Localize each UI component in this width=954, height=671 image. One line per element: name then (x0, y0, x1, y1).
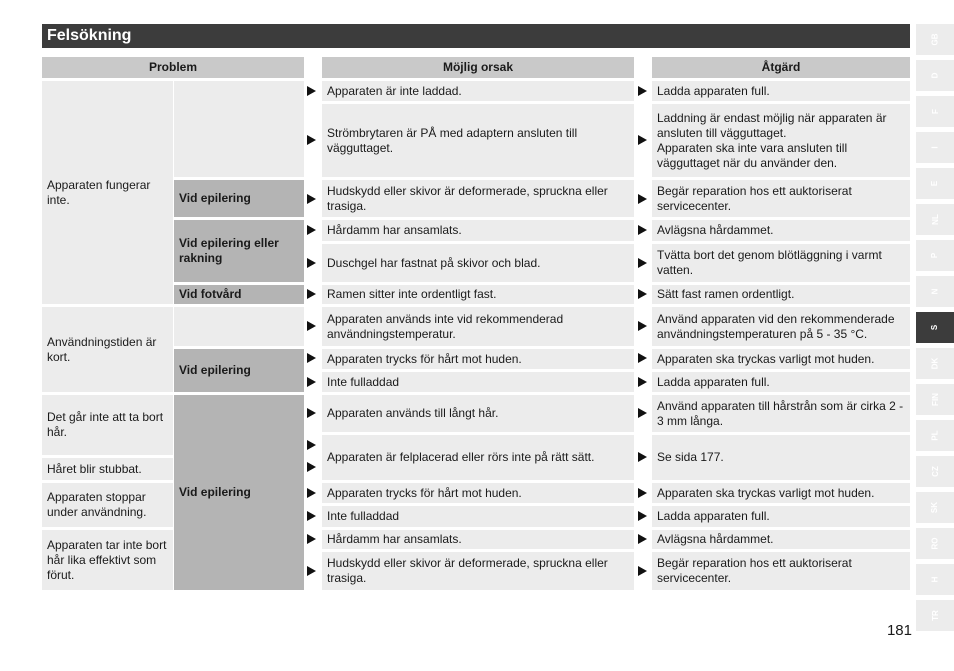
tab-language-ro[interactable] (916, 528, 954, 559)
problem-cell (42, 530, 173, 590)
tab-label: F (930, 109, 940, 114)
problem-cell (42, 458, 173, 480)
action-text: Begär reparation hos ett auktoriserat servicecenter. (657, 183, 852, 213)
cause-cell (322, 220, 634, 241)
cause-text: Apparaten används inte vid rekommenderad användningstemperatur. (327, 311, 564, 341)
cause-cell (322, 372, 634, 392)
arrow-right-icon (307, 258, 316, 268)
tab-label: P (930, 252, 940, 259)
tab-label: FIN (930, 393, 940, 406)
tab-language-fin[interactable] (916, 384, 954, 415)
action-cell (652, 435, 910, 480)
arrow-right-icon (307, 289, 316, 299)
mode-cell (174, 395, 304, 590)
action-text: Se sida 177. (657, 450, 724, 464)
tab-language-tr[interactable] (916, 600, 954, 631)
problem-text: Det går inte att ta bort hår. (47, 410, 164, 439)
mode-text: Vid epilering (179, 485, 251, 499)
action-cell (652, 307, 910, 346)
action-cell (652, 81, 910, 101)
arrow-right-icon (307, 462, 316, 472)
tab-language-f[interactable] (916, 96, 954, 127)
tab-label: E (930, 180, 940, 187)
cause-text: Ramen sitter inte ordentligt fast. (327, 287, 497, 301)
tab-language-pl[interactable] (916, 420, 954, 451)
action-text: Avlägsna hårdammet. (657, 532, 774, 546)
arrow-right-icon (307, 488, 316, 498)
tab-label: S (930, 324, 940, 331)
problem-text: Användningstiden är kort. (47, 334, 157, 364)
action-cell (652, 483, 910, 503)
page-number: 181 (886, 622, 912, 639)
tab-label: TR (930, 610, 940, 621)
tab-language-sk[interactable] (916, 492, 954, 523)
cause-cell (322, 81, 634, 101)
mode-cell (174, 180, 304, 217)
cause-cell (322, 104, 634, 177)
mode-text: Vid fotvård (179, 287, 242, 301)
tab-language-dk[interactable] (916, 348, 954, 379)
tab-language-d[interactable] (916, 60, 954, 91)
cause-text: Apparaten trycks för hårt mot huden. (327, 485, 522, 500)
problem-text: Håret blir stubbat. (47, 461, 142, 476)
action-cell (652, 372, 910, 392)
header-action: Åtgärd (652, 57, 910, 78)
arrow-right-icon (307, 440, 316, 450)
arrow-right-icon (638, 194, 647, 204)
tab-language-i[interactable] (916, 132, 954, 163)
problem-cell (42, 81, 173, 304)
mode-text: Vid epilering (179, 363, 251, 377)
arrow-right-icon (307, 135, 316, 145)
cause-cell (322, 435, 634, 480)
action-cell (652, 180, 910, 217)
problem-cell (42, 307, 173, 392)
tab-label: H (930, 576, 940, 583)
cause-text: Hudskydd eller skivor är deformerade, spruckna eller trasiga. (327, 556, 608, 585)
mode-cell (174, 349, 304, 392)
tab-label: DK (930, 357, 940, 370)
tab-language-s[interactable] (916, 312, 954, 343)
tab-language-cz[interactable] (916, 456, 954, 487)
action-cell (652, 220, 910, 241)
action-text: Laddning är endast möjlig när apparaten är ansluten till vägguttaget. Apparaten ska inte vara ansluten till vägguttaget när du använder den. (657, 110, 887, 170)
action-text: Tvätta bort det genom blötläggning i varmt vatten. (657, 248, 882, 277)
cause-cell (322, 483, 634, 503)
cause-cell (322, 530, 634, 549)
cause-cell (322, 244, 634, 282)
arrow-right-icon (638, 225, 647, 235)
action-cell (652, 506, 910, 527)
action-cell (652, 285, 910, 304)
cause-text: Apparaten är felplacerad eller rörs inte på rätt sätt. (327, 450, 595, 464)
mode-text: Vid epilering eller rakning (179, 236, 279, 265)
arrow-right-icon (638, 135, 647, 145)
arrow-right-icon (638, 86, 647, 96)
action-cell (652, 552, 910, 590)
cause-cell (322, 285, 634, 304)
action-text: Begär reparation hos ett auktoriserat servicecenter. (657, 556, 852, 585)
problem-cell (42, 483, 173, 527)
cause-text: Apparaten används till långt hår. (327, 406, 499, 420)
tab-language-p[interactable] (916, 240, 954, 271)
arrow-right-icon (307, 225, 316, 235)
arrow-right-icon (307, 321, 316, 331)
action-text: Använd apparaten vid den rekommenderade användningstemperaturen på 5 - 35 °C. (657, 311, 895, 341)
arrow-right-icon (638, 511, 647, 521)
cause-text: Hårdamm har ansamlats. (327, 223, 462, 237)
cause-text: Duschgel har fastnat på skivor och blad. (327, 255, 541, 270)
problem-text: Apparaten stoppar under användning. (47, 490, 147, 519)
cause-text: Apparaten trycks för hårt mot huden. (327, 351, 522, 366)
arrow-right-icon (638, 408, 647, 418)
cause-text: Apparaten är inte laddad. (327, 83, 462, 98)
tab-language-n[interactable] (916, 276, 954, 307)
tab-language-e[interactable] (916, 168, 954, 199)
tab-label: RO (930, 537, 940, 550)
mode-text: Vid epilering (179, 191, 251, 205)
arrow-right-icon (307, 377, 316, 387)
action-cell (652, 349, 910, 369)
tab-label: GB (930, 33, 940, 46)
tab-label: N (930, 288, 940, 295)
arrow-right-icon (307, 566, 316, 576)
cause-text: Inte fulladdad (327, 509, 400, 523)
action-text: Sätt fast ramen ordentligt. (657, 287, 795, 301)
action-cell (652, 244, 910, 282)
mode-cell (174, 220, 304, 282)
tab-language-h[interactable] (916, 564, 954, 595)
cause-cell (322, 307, 634, 346)
tab-label: SK (930, 501, 940, 514)
cause-cell (322, 395, 634, 432)
arrow-right-icon (638, 353, 647, 363)
page-title: Felsökning (42, 24, 910, 48)
arrow-right-icon (307, 511, 316, 521)
cause-cell (322, 506, 634, 527)
problem-sub-blank (174, 307, 304, 346)
arrow-right-icon (638, 566, 647, 576)
action-text: Apparaten ska tryckas varligt mot huden. (657, 485, 875, 500)
tab-label: NL (930, 214, 940, 225)
arrow-right-icon (307, 408, 316, 418)
arrow-right-icon (307, 86, 316, 96)
action-text: Apparaten ska tryckas varligt mot huden. (657, 351, 875, 366)
cause-text: Hudskydd eller skivor är deformerade, spruckna eller trasiga. (327, 183, 608, 213)
action-cell (652, 104, 910, 177)
arrow-right-icon (638, 321, 647, 331)
action-cell (652, 530, 910, 549)
header-problem: Problem (42, 57, 304, 78)
arrow-right-icon (638, 488, 647, 498)
cause-text: Strömbrytaren är PÅ med adaptern ansluten till vägguttaget. (327, 125, 578, 155)
action-text: Använd apparaten till hårstrån som är cirka 2 - 3 mm långa. (657, 398, 904, 428)
problem-text: Apparaten tar inte bort hår lika effektivt som förut. (47, 537, 167, 582)
problem-sub-blank (174, 81, 304, 177)
action-cell (652, 395, 910, 432)
tab-label: PL (930, 430, 940, 441)
mode-cell (174, 285, 304, 304)
action-text: Ladda apparaten full. (657, 374, 770, 389)
cause-text: Hårdamm har ansamlats. (327, 532, 462, 546)
arrow-right-icon (638, 452, 647, 462)
problem-cell (42, 395, 173, 455)
problem-text: Apparaten fungerar inte. (47, 177, 151, 207)
header-cause: Möjlig orsak (322, 57, 634, 78)
cause-cell (322, 180, 634, 217)
arrow-right-icon (307, 194, 316, 204)
action-text: Avlägsna hårdammet. (657, 223, 774, 237)
tab-language-nl[interactable] (916, 204, 954, 235)
arrow-right-icon (638, 258, 647, 268)
action-text: Ladda apparaten full. (657, 83, 770, 98)
cause-cell (322, 349, 634, 369)
cause-cell (322, 552, 634, 590)
action-text: Ladda apparaten full. (657, 509, 770, 523)
tab-language-gb[interactable] (916, 24, 954, 55)
arrow-right-icon (307, 534, 316, 544)
tab-label: I (930, 146, 940, 149)
arrow-right-icon (638, 377, 647, 387)
tab-label: CZ (930, 466, 940, 477)
cause-text: Inte fulladdad (327, 374, 400, 389)
tab-label: D (930, 72, 940, 79)
arrow-right-icon (638, 534, 647, 544)
arrow-right-icon (307, 353, 316, 363)
arrow-right-icon (638, 289, 647, 299)
